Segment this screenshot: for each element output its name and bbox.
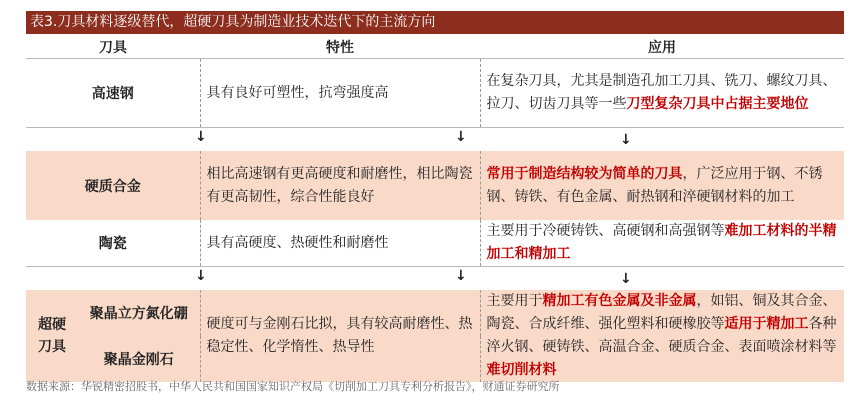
row-application-hss bbox=[480, 59, 844, 128]
group-label: 超硬刀具 bbox=[38, 317, 66, 355]
table-row bbox=[26, 59, 844, 128]
application-text: 各种淬火钢、硬铸铁、高温合金、硬质合金、表面喷涂材料等 bbox=[486, 316, 837, 355]
arrow-down-icon: ↓ bbox=[620, 131, 632, 148]
row-name-ceramic: 陶瓷 bbox=[26, 220, 200, 267]
table-title: 表3.刀具材料逐级替代，超硬刀具为制造业技术迭代下的主流方向 bbox=[26, 11, 844, 34]
application-highlight: 刀型复杂刀具中占据主要地位 bbox=[626, 96, 809, 112]
application-highlight: 难切削材料 bbox=[486, 362, 557, 378]
application-text: 主要用于 bbox=[486, 293, 543, 309]
header-application: 应用 bbox=[480, 35, 844, 59]
row-name-hss: 高速钢 bbox=[26, 59, 200, 128]
row-application-carbide bbox=[480, 151, 844, 220]
row-application-superhard bbox=[480, 290, 844, 382]
arrow-row bbox=[26, 128, 844, 152]
row-feature-ceramic: 具有高硬度、热硬性和耐磨性 bbox=[200, 220, 480, 267]
arrow-down-icon: ↓ bbox=[195, 268, 207, 284]
row-feature-superhard: 硬度可与金刚石比拟，具有较高耐磨性、热稳定性、化学惰性、热导性 bbox=[200, 290, 480, 382]
table-row bbox=[26, 151, 844, 220]
header-feature: 特性 bbox=[200, 35, 480, 59]
source-note: 数据来源：华锐精密招股书，中华人民共和国国家知识产权局《切削加工刀具专利分析报告》，财通证券研究所 bbox=[26, 380, 560, 393]
table-row bbox=[26, 290, 844, 336]
application-text: 在复杂刀具，尤其是制造孔加工刀具、铣刀、螺纹刀具、拉刀、切齿刀具等一些 bbox=[486, 73, 837, 112]
header-tool: 刀具 bbox=[26, 35, 200, 59]
row-application-ceramic bbox=[480, 220, 844, 267]
row-feature-hss: 具有良好可塑性，抗弯强度高 bbox=[200, 59, 480, 128]
application-highlight: 难加工材料的半精加工和精加工 bbox=[486, 223, 837, 262]
arrow-row bbox=[26, 267, 844, 291]
application-highlight: 常用于制造结构较为简单的刀具 bbox=[486, 165, 683, 182]
header-row bbox=[26, 35, 844, 59]
row-feature-carbide: 相比高速钢有更高硬度和耐磨性，相比陶瓷有更高韧性，综合性能良好 bbox=[200, 151, 480, 220]
application-highlight: 精加工有色金属及非金属 bbox=[542, 293, 697, 309]
row-name-pcd: 聚晶金刚石 bbox=[78, 336, 200, 382]
application-text: ，广泛应用于钢、不锈钢、铸铁、有色金属、耐热钢和淬硬钢材料的加工 bbox=[486, 165, 823, 205]
table-row bbox=[26, 220, 844, 267]
application-text: ，如铝、铜及其合金、陶瓷、合成纤维、强化塑料和硬橡胶等 bbox=[486, 293, 837, 332]
row-group-superhard bbox=[26, 290, 78, 382]
arrow-down-icon: ↓ bbox=[620, 270, 632, 287]
arrow-down-icon: ↓ bbox=[195, 129, 207, 145]
application-text: 主要用于冷硬铸铁、高硬钢和高强钢等 bbox=[486, 223, 725, 239]
row-name-carbide: 硬质合金 bbox=[26, 151, 200, 220]
tool-material-table bbox=[26, 35, 844, 382]
arrow-down-icon: ↓ bbox=[455, 268, 467, 284]
arrow-down-icon: ↓ bbox=[455, 129, 467, 145]
row-name-pcbn: 聚晶立方氮化硼 bbox=[78, 290, 200, 336]
application-highlight: 适用于精加工 bbox=[724, 316, 809, 332]
